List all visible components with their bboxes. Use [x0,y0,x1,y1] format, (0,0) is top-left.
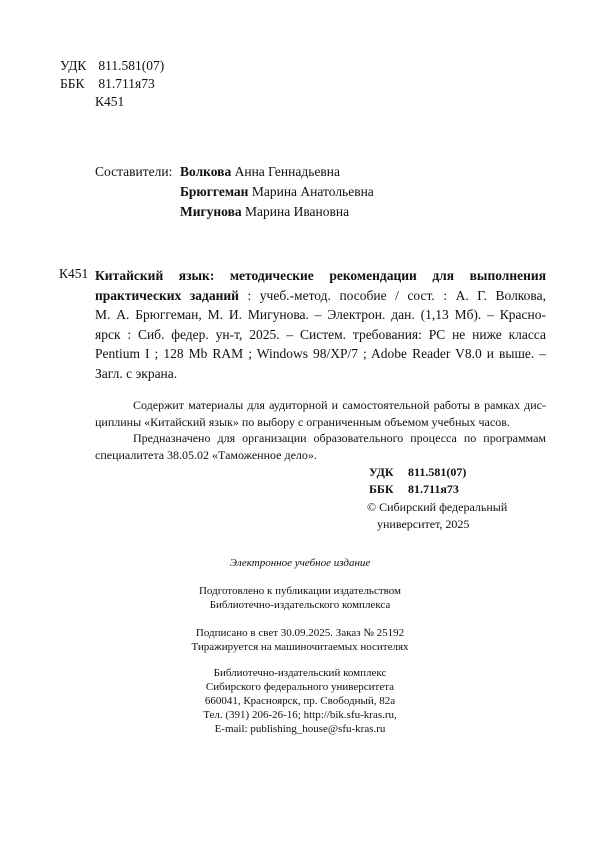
edition-type: Электронное учебное издание [229,557,371,569]
record-line-6: Загл. с экрана. [95,365,178,381]
record-author-mark: К451 [59,266,89,281]
record-title-line-1 [95,266,546,286]
compiler-1-given: Анна Геннадьевна [234,164,340,179]
prepared-line-1: Подготовлено к публикации издательством [198,585,402,597]
record-line-2-rest: : учеб.-метод. пособие / сост. : А. Г. Волкова, [238,287,546,303]
udk-line [60,57,164,75]
compiler-3 [180,202,349,222]
author-mark: К451 [95,94,125,109]
record-line-2 [95,286,546,306]
imprint-signed [0,626,600,654]
compiler-1 [180,162,340,182]
copyright-line-2: университет, 2025 [377,516,470,531]
compiler-2-given: Марина Анатольевна [251,184,374,199]
annotation-p1-line-2: циплины «Китайский язык» по выбору с ограниченным объемом учебных часов. [95,414,510,429]
bibliographic-record [95,266,546,383]
imprint-prepared [0,584,600,612]
signed-line: Подписано в свет 30.09.2025. Заказ № 25192 [195,627,405,639]
record-line-3: М. А. Брюггеман, М. И. Мигунова. – Электрон. дан. (1,13 Мб). – Красно- [95,307,546,322]
classification-block [60,57,164,111]
copyright-line-1: © Сибирский федеральный [367,500,508,514]
compiler-2 [180,182,374,202]
bbk-line-bottom [369,481,466,498]
publisher-line-1: Библиотечно-издательский комплекс [213,667,387,679]
publisher-email: E-mail: publishing_house@sfu-kras.ru [214,723,386,735]
imprint-publisher [0,666,600,736]
udk-value-bottom: 811.581(07) [408,465,467,479]
bbk-label: ББК [60,76,85,91]
author-mark-line [60,93,164,111]
udk-value: 811.581(07) [98,58,165,73]
bbk-line [60,75,164,93]
bbk-value: 81.711я73 [98,76,155,91]
prepared-line-2: Библиотечно-издательского комплекса [209,599,391,611]
bbk-value-bottom: 81.711я73 [408,482,459,496]
annotation-p1-line-1: Содержит материалы для аудиторной и самостоятельной работы в рамках дис- [133,398,546,412]
annotation-p2-line-1: Предназначено для организации образовательного процесса по программам [133,431,546,445]
annotation-p2-line-2: специалитета 38.05.02 «Таможенное дело». [95,447,317,462]
record-line-4: ярск : Сиб. федер. ун-т, 2025. – Систем. требования: PC не ниже класса [95,326,546,342]
annotation [95,397,546,463]
udk-label: УДК [60,58,87,73]
publisher-line-2: Сибирского федерального университета [205,681,395,693]
compilers-label: Составители: [95,164,173,179]
udk-label-bottom: УДК [369,465,394,479]
udk-line-bottom [369,464,466,481]
classification-bottom [369,464,466,498]
publisher-address: 660041, Красноярск, пр. Свободный, 82а [204,695,396,707]
record-line-5: Pentium I ; 128 Mb RAM ; Windows 98/XP/7 ; Adobe Reader V8.0 и выше. – [95,346,546,361]
replicated-line: Тиражируется на машиночитаемых носителях [191,641,409,653]
publisher-phone-web: Тел. (391) 206-26-16; http://bik.sfu-kras.ru, [203,709,397,721]
compiler-2-surname: Брюггеман [180,184,249,199]
copyright [367,499,507,532]
compiler-3-surname: Мигунова [180,204,242,219]
record-title-part-1: Китайский язык: методические рекомендации для выполнения [95,268,546,283]
bbk-label-bottom: ББК [369,482,394,496]
compiler-1-surname: Волкова [180,164,232,179]
compiler-3-given: Марина Ивановна [245,204,350,219]
record-title-part-2: практических заданий [95,287,239,303]
imprint-edition-type [0,556,600,570]
